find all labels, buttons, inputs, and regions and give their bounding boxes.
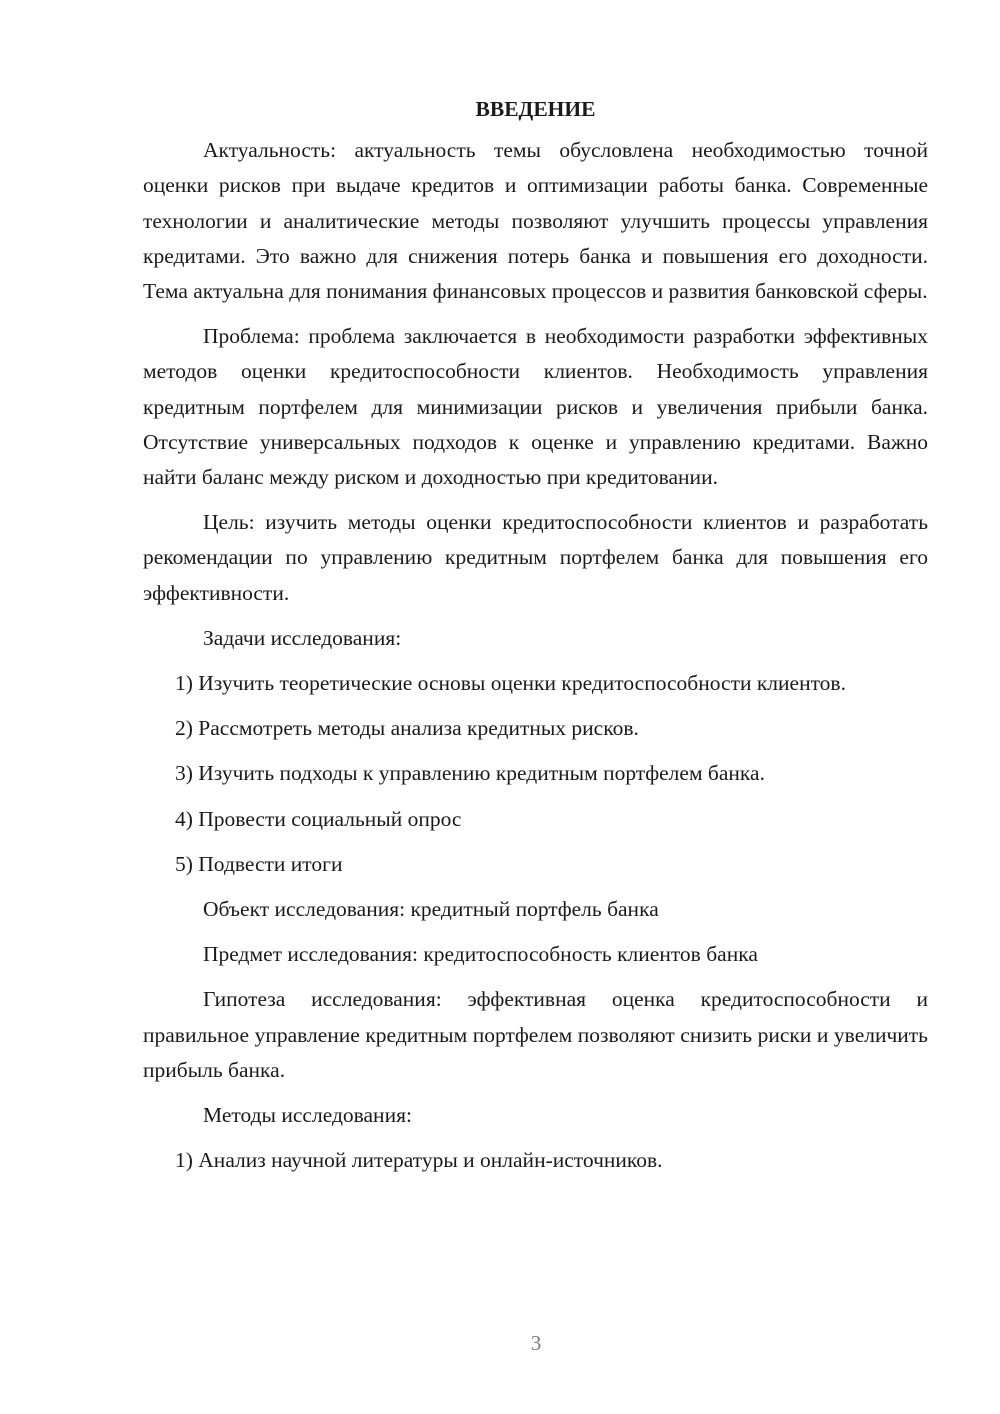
subject-paragraph: Предмет исследования: кредитоспособность клиентов банка bbox=[203, 942, 758, 967]
task-item-3: 3) Изучить подходы к управлению кредитным портфелем банка. bbox=[175, 761, 765, 786]
methods-heading: Методы исследования: bbox=[203, 1103, 412, 1128]
page-number: 3 bbox=[530, 1331, 542, 1355]
object-paragraph: Объект исследования: кредитный портфель банка bbox=[203, 897, 659, 922]
task-item-4: 4) Провести социальный опрос bbox=[175, 806, 462, 831]
relevance-paragraph: Актуальность: актуальность темы обусловлена необходимостью точной оценки рисков при выдаче кредитов и оптимизации работы банка. Современные технологии и аналитические методы позволяют улучшить процессы управления кредитами. Это важно для снижения потерь банка и повышения его доходности. Тема актуальна для понимания финансовых процессов и развития банковской сферы. bbox=[143, 138, 928, 304]
problem-paragraph: Проблема: проблема заключается в необходимости разработки эффективных методов оценки кредитоспособности клиентов. Необходимость управления кредитным портфелем для минимизации рисков и увеличения прибыли банка. Отсутствие универсальных подходов к оценке и управлению кредитами. Важно найти баланс между риском и доходностью при кредитовании. bbox=[143, 324, 928, 490]
method-item-1: 1) Анализ научной литературы и онлайн-источников. bbox=[175, 1148, 663, 1173]
task-item-5: 5) Подвести итоги bbox=[175, 851, 343, 876]
tasks-heading: Задачи исследования: bbox=[203, 625, 402, 650]
goal-paragraph: Цель: изучить методы оценки кредитоспособности клиентов и разработать рекомендации по управлению кредитным портфелем банка для повышения его эффективности. bbox=[143, 510, 928, 605]
task-item-1: 1) Изучить теоретические основы оценки кредитоспособности клиентов. bbox=[175, 671, 846, 696]
task-item-2: 2) Рассмотреть методы анализа кредитных рисков. bbox=[175, 716, 639, 741]
hypothesis-paragraph: Гипотеза исследования: эффективная оценка кредитоспособности и правильное управление кредитным портфелем позволяют снизить риски и увеличить прибыль банка. bbox=[143, 987, 928, 1082]
page-title: ВВЕДЕНИЕ bbox=[475, 97, 596, 121]
document-page bbox=[143, 92, 928, 1188]
